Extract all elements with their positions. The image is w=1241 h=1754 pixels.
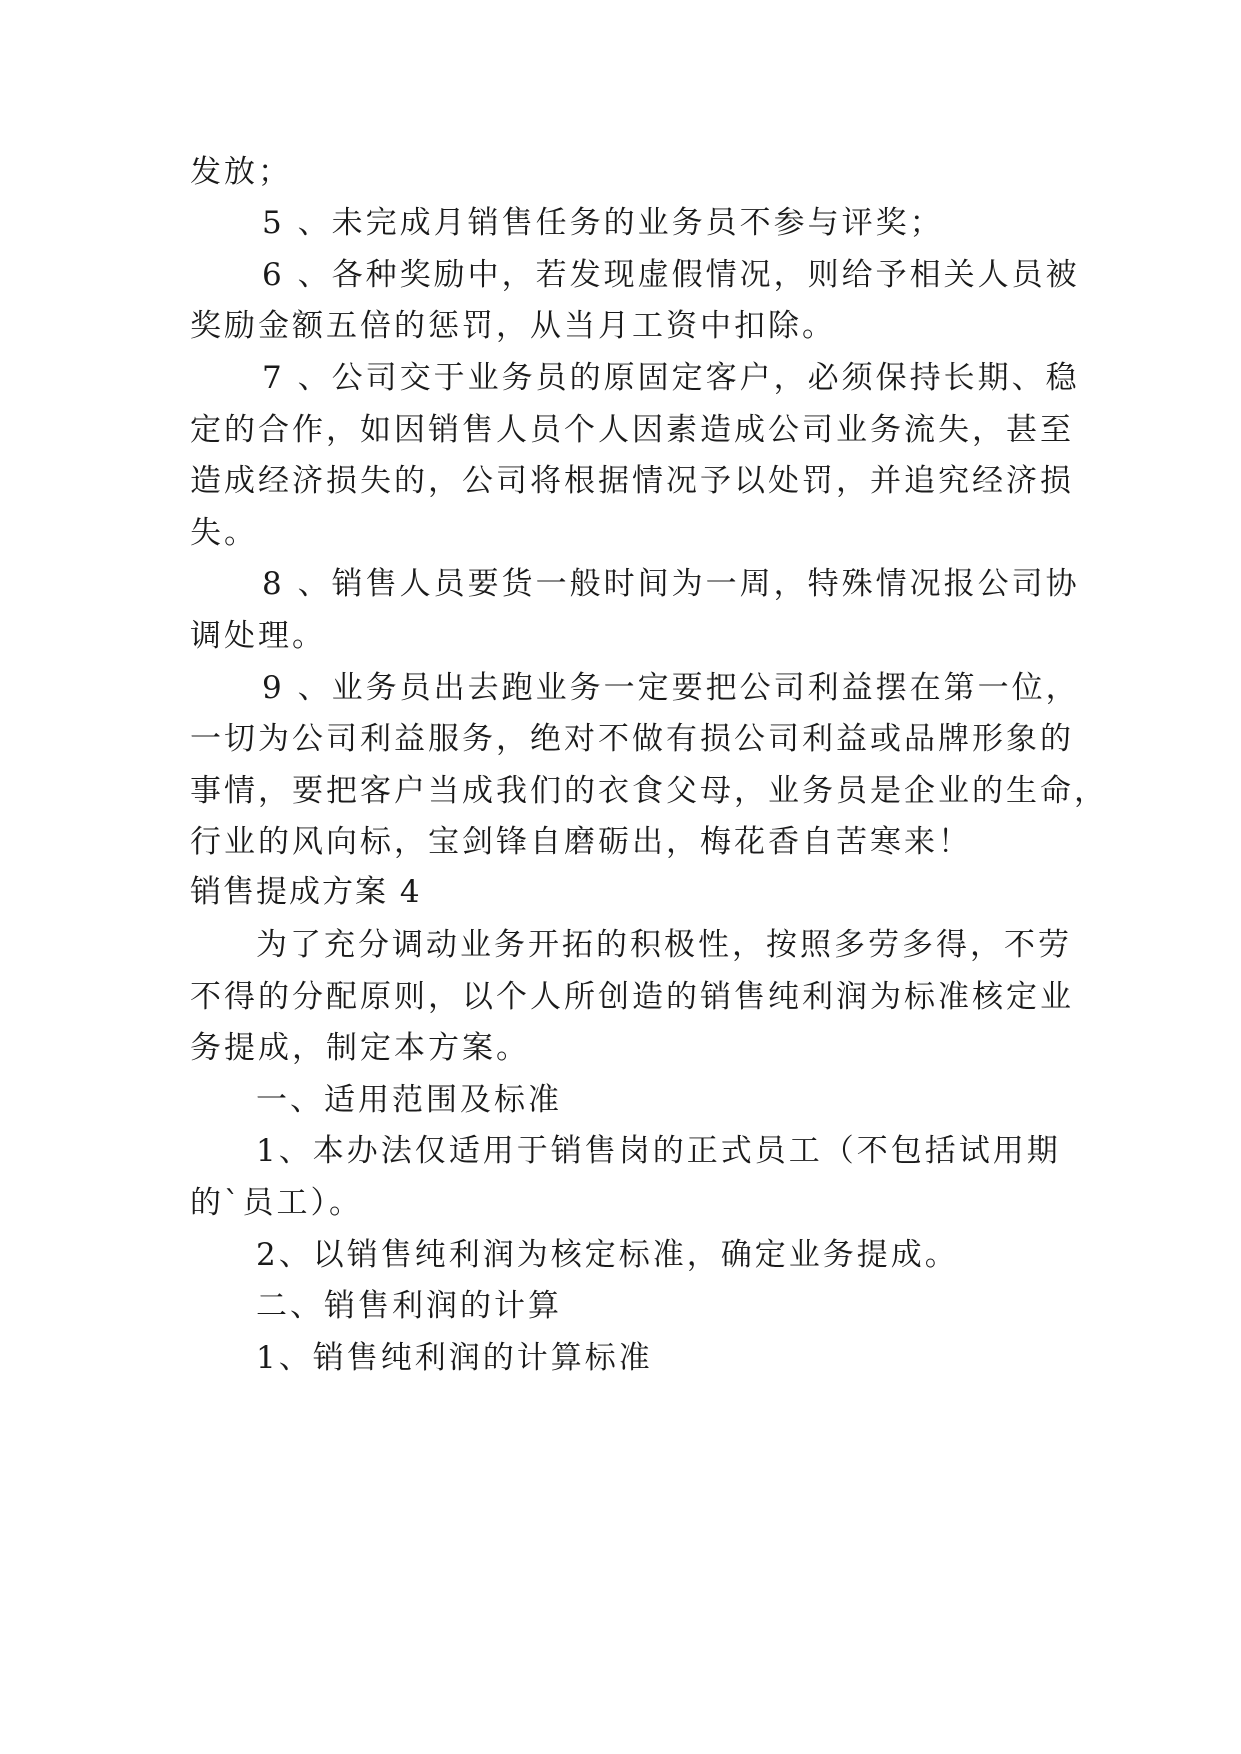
text-line: 调处理。 bbox=[190, 618, 326, 654]
text-line: 1、本办法仅适用于销售岗的正式员工（不包括试用期 bbox=[256, 1133, 1061, 1169]
text-line: 造成经济损失的，公司将根据情况予以处罚，并追究经济损 bbox=[190, 463, 1074, 499]
text-line: 一切为公司利益服务，绝对不做有损公司利益或品牌形象的 bbox=[190, 721, 1074, 757]
text-line: 7 、公司交于业务员的原固定客户，必须保持长期、稳 bbox=[262, 360, 1080, 396]
text-line: 2、以销售纯利润为核定标准，确定业务提成。 bbox=[256, 1237, 959, 1273]
text-line: 的`员工）。 bbox=[190, 1185, 363, 1221]
text-line: 失。 bbox=[190, 515, 258, 551]
text-line: 1、销售纯利润的计算标准 bbox=[256, 1340, 653, 1376]
section-heading: 销售提成方案 4 bbox=[190, 874, 422, 910]
text-line: 6 、各种奖励中，若发现虚假情况，则给予相关人员被 bbox=[262, 257, 1080, 293]
text-line: 发放； bbox=[190, 154, 292, 190]
text-line: 二、销售利润的计算 bbox=[256, 1288, 562, 1324]
text-line: 定的合作，如因销售人员个人因素造成公司业务流失，甚至 bbox=[190, 412, 1074, 448]
text-line: 务提成，制定本方案。 bbox=[190, 1030, 530, 1066]
text-line: 不得的分配原则，以个人所创造的销售纯利润为标准核定业 bbox=[190, 979, 1074, 1015]
text-line: 一、适用范围及标准 bbox=[256, 1082, 562, 1118]
text-line: 8 、销售人员要货一般时间为一周，特殊情况报公司协 bbox=[262, 566, 1080, 602]
text-line: 9 、业务员出去跑业务一定要把公司利益摆在第一位， bbox=[262, 670, 1080, 706]
text-line: 奖励金额五倍的惩罚，从当月工资中扣除。 bbox=[190, 308, 836, 344]
text-line: 5 、未完成月销售任务的业务员不参与评奖； bbox=[262, 205, 944, 241]
text-line: 为了充分调动业务开拓的积极性，按照多劳多得，不劳 bbox=[256, 927, 1072, 963]
text-line: 行业的风向标，宝剑锋自磨砺出，梅花香自苦寒来！ bbox=[190, 824, 972, 860]
text-line: 事情，要把客户当成我们的衣食父母，业务员是企业的生命， bbox=[190, 773, 1108, 809]
